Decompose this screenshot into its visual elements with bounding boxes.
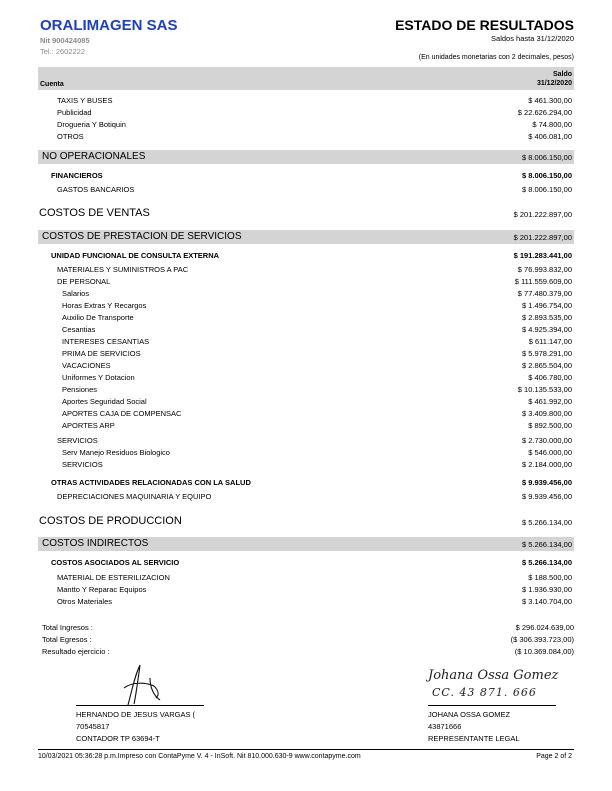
representative-id: 43871666: [428, 722, 462, 731]
row-amount: $ 461.992,00: [528, 397, 572, 406]
account-column-label: Cuenta: [40, 81, 64, 88]
total-egresos-label: Total Egresos :: [42, 635, 92, 644]
resultado-value: ($ 10.369.084,00): [514, 647, 574, 656]
company-name: ORALIMAGEN SAS: [40, 17, 178, 34]
row-label: Serv Manejo Residuos Biologico: [62, 448, 170, 457]
row-amount: $ 188.500,00: [528, 573, 572, 582]
row-amount: $ 9.939.456,00: [521, 478, 572, 487]
row-label: DE PERSONAL: [57, 277, 111, 286]
report-title: ESTADO DE RESULTADOS: [395, 17, 574, 33]
accountant-id: 70545817: [76, 722, 110, 731]
row-label: MATERIAL DE ESTERILIZACION: [57, 573, 170, 582]
row-amount: $ 74.800,00: [532, 120, 572, 129]
row-label: COSTOS ASOCIADOS AL SERVICIO: [51, 558, 180, 567]
row-amount: $ 546.000,00: [528, 448, 572, 457]
row-label: Otros Materiales: [57, 597, 113, 606]
company-phone: Tel.: 2602222: [40, 47, 86, 56]
section-band: [38, 537, 574, 551]
balance-label: Saldo: [552, 71, 572, 78]
row-label: TAXIS Y BUSES: [57, 96, 113, 105]
row-label: Drogueria Y Botiquin: [57, 120, 126, 129]
row-amount: $ 76.993.832,00: [517, 265, 572, 274]
row-amount: $ 5.978.291,00: [521, 349, 572, 358]
row-amount: $ 3.140.704,00: [521, 597, 572, 606]
row-label: OTROS: [57, 132, 84, 141]
row-label: APORTES CAJA DE COMPENSAC: [62, 409, 182, 418]
row-amount: $ 22.626.294,00: [517, 108, 572, 117]
row-amount: $ 406.780,00: [528, 373, 572, 382]
company-nit: Nit 900424085: [40, 36, 90, 45]
row-amount: $ 191.283.441,00: [513, 251, 572, 260]
row-label: DEPRECIACIONES MAQUINARIA Y EQUIPO: [57, 492, 212, 501]
section-amount: $ 5.266.134,00: [521, 540, 572, 549]
total-ingresos-value: $ 296.024.639,00: [515, 623, 574, 632]
section-label: NO OPERACIONALES: [42, 151, 146, 162]
row-amount: $ 2.865.504,00: [521, 361, 572, 370]
row-label: Aportes Seguridad Social: [62, 397, 147, 406]
total-egresos-value: ($ 306.393.723,00): [510, 635, 574, 644]
row-label: UNIDAD FUNCIONAL DE CONSULTA EXTERNA: [51, 251, 220, 260]
row-label: Auxilio De Transporte: [62, 313, 134, 322]
row-label: Salarios: [62, 289, 90, 298]
section-amount: $ 5.266.134,00: [521, 518, 572, 527]
report-subtitle: Saldos hasta 31/12/2020: [491, 34, 574, 43]
balance-column-label: [537, 70, 572, 88]
row-label: FINANCIEROS: [51, 171, 103, 180]
section-amount: $ 201.222.897,00: [513, 210, 572, 219]
section-amount: $ 8.006.150,00: [521, 153, 572, 162]
row-amount: $ 10.135.533,00: [517, 385, 572, 394]
section-label: COSTOS DE PRESTACION DE SERVICIOS: [42, 231, 242, 242]
page-footer: [38, 749, 574, 760]
row-label: Uniformes Y Dotacion: [62, 373, 135, 382]
row-amount: $ 8.006.150,00: [521, 185, 572, 194]
accountant-signature-line: [76, 705, 204, 706]
row-amount: $ 2.730.000,00: [521, 436, 572, 445]
row-label: OTRAS ACTIVIDADES RELACIONADAS CON LA SALUD: [51, 478, 251, 487]
row-amount: $ 77.480.379,00: [517, 289, 572, 298]
section-label: COSTOS INDIRECTOS: [42, 538, 149, 549]
row-amount: $ 611.147,00: [528, 337, 572, 346]
row-label: Publicidad: [57, 108, 92, 117]
row-label: VACACIONES: [62, 361, 111, 370]
row-amount: $ 3.409.800,00: [521, 409, 572, 418]
footer-print-info: 10/03/2021 05:36:28 p.m.Impreso con ContaPyme V. 4 - InSoft. Nit 810.000.630-9 www.contapyme.com: [38, 753, 361, 760]
row-amount: $ 406.081,00: [528, 132, 572, 141]
row-label: SERVICIOS: [62, 460, 103, 469]
row-amount: $ 9.939.456,00: [521, 492, 572, 501]
row-amount: $ 2.184.000,00: [521, 460, 572, 469]
row-amount: $ 892.500,00: [528, 421, 572, 430]
total-ingresos-label: Total Ingresos :: [42, 623, 93, 632]
report-note: (En unidades monetarias con 2 decimales, pesos): [418, 54, 574, 61]
row-amount: $ 461.300,00: [528, 96, 572, 105]
representative-handwritten-name: Johana Ossa Gomez: [428, 668, 559, 683]
section-amount: $ 201.222.897,00: [513, 233, 572, 242]
row-label: PRIMA DE SERVICIOS: [62, 349, 141, 358]
section-band: [38, 150, 574, 164]
row-label: Horas Extras Y Recargos: [62, 301, 147, 310]
representative-role: REPRESENTANTE LEGAL: [428, 734, 520, 743]
row-label: Pensiones: [62, 385, 98, 394]
resultado-label: Resultado ejercicio :: [42, 647, 110, 656]
row-amount: $ 4.925.394,00: [521, 325, 572, 334]
section-label: COSTOS DE VENTAS: [39, 207, 150, 219]
row-amount: $ 1.496.754,00: [521, 301, 572, 310]
balance-date: 31/12/2020: [536, 80, 572, 87]
column-header: [38, 67, 574, 90]
row-amount: $ 111.559.609,00: [514, 277, 572, 286]
row-label: GASTOS BANCARIOS: [57, 185, 135, 194]
section-label: COSTOS DE PRODUCCION: [39, 515, 182, 527]
representative-name: JOHANA OSSA GOMEZ: [428, 710, 511, 719]
row-label: APORTES ARP: [62, 421, 115, 430]
accountant-role: CONTADOR TP 63694-T: [76, 734, 160, 743]
page-number: Page 2 of 2: [536, 753, 572, 760]
section-band: [38, 230, 574, 244]
row-label: Cesantias: [62, 325, 96, 334]
row-label: SERVICIOS: [57, 436, 98, 445]
row-label: MATERIALES Y SUMINISTROS A PAC: [57, 265, 189, 274]
row-amount: $ 8.006.150,00: [521, 171, 572, 180]
accountant-signature: [110, 660, 170, 710]
row-amount: $ 1.936.930,00: [521, 585, 572, 594]
accountant-name: HERNANDO DE JESUS VARGAS (: [76, 710, 196, 719]
representative-handwritten-id: CC. 43 871. 666: [432, 686, 537, 699]
row-label: INTERESES CESANTIAS: [62, 337, 150, 346]
representative-signature-line: [428, 705, 556, 706]
row-amount: $ 2.893.535,00: [521, 313, 572, 322]
row-amount: $ 5.266.134,00: [521, 558, 572, 567]
row-label: Mantto Y Reparac Equipos: [57, 585, 147, 594]
